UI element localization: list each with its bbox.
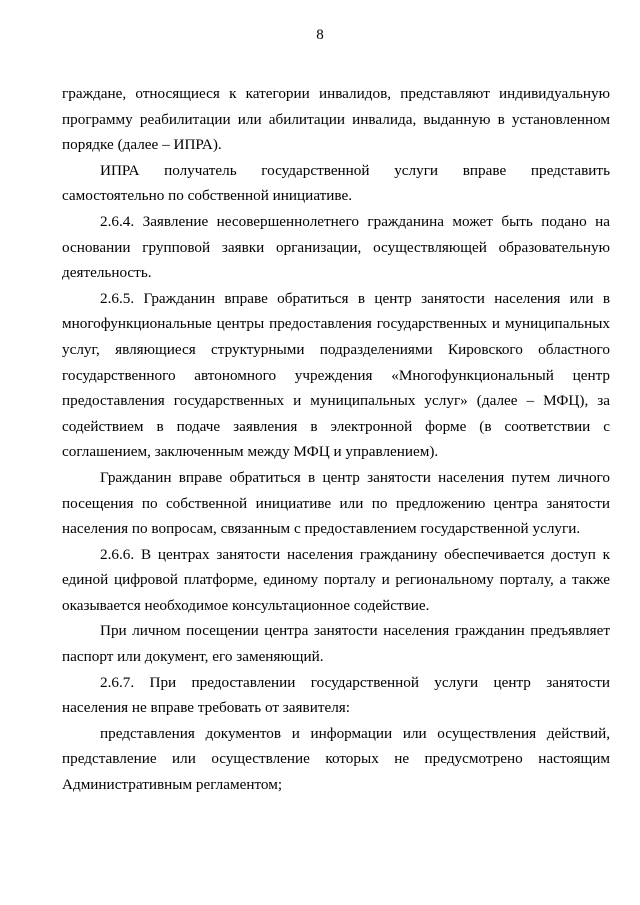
paragraph-ipra-own-initiative: ИПРА получатель государственной услуги вправе представить самостоятельно по собственной инициативе. <box>62 161 610 205</box>
paragraph-ipra-disabled: граждане, относящиеся к категории инвалидов, представляют индивидуальную программу реабилитации или абилитации инвалида, выданную в установленном порядке (далее – ИПРА). <box>62 85 610 154</box>
paragraph-2-6-4: 2.6.4. Заявление несовершеннолетнего гражданина может быть подано на основании групповой заявки организации, осуществляющей образовательную деятельность. <box>62 212 610 282</box>
page-number: 8 <box>316 27 324 43</box>
paragraph-2-6-5: 2.6.5. Гражданин вправе обратиться в центр занятости населения или в многофункциональные центры предоставления государственных и муниципальных услуг, являющиеся структурными подразделениями Кировского областного государственного автономного учреждения «Многофункциональный центр предоставления государственных и муниципальных услуг» (далее – МФЦ), за содействием в подаче заявления в электронной форме (в соответствии с соглашением, заключенным между МФЦ и управлением). <box>62 289 610 461</box>
document-body <box>62 81 610 798</box>
paragraph-documents-list-item: представления документов и информации или осуществления действий, представление или осуществление которых не предусмотрено настоящим Административным регламентом; <box>62 724 610 794</box>
paragraph-personal-visit: Гражданин вправе обратиться в центр занятости населения путем личного посещения по собственной инициативе или по предложению центра занятости населения по вопросам, связанным с предоставлением государственной услуги. <box>62 468 610 538</box>
paragraph-passport: При личном посещении центра занятости населения гражданин предъявляет паспорт или документ, его заменяющий. <box>62 622 610 666</box>
paragraph-2-6-6: 2.6.6. В центрах занятости населения гражданину обеспечивается доступ к единой цифровой платформе, единому порталу и региональному порталу, а также оказывается необходимое консультационное содействие. <box>62 545 610 614</box>
paragraph-2-6-7: 2.6.7. При предоставлении государственной услуги центр занятости населения не вправе требовать от заявителя: <box>62 673 610 717</box>
